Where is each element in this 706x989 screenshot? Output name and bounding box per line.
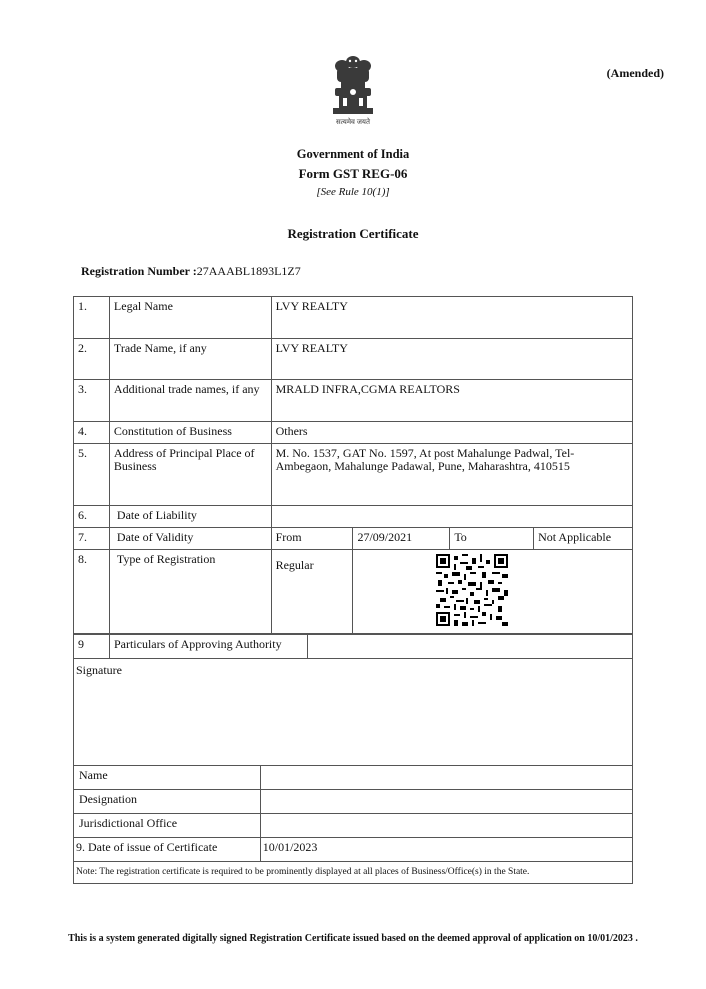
amended-label: (Amended) <box>606 66 664 80</box>
jurisdictional-office-value <box>260 814 632 838</box>
type-of-registration-value <box>271 550 353 634</box>
row-number: 5. <box>74 444 110 506</box>
certificate-title: Registration Certificate <box>287 226 419 241</box>
registration-number-line <box>81 264 301 279</box>
additional-trade-names-value: MRALD INFRA,CGMA REALTORS <box>271 380 632 422</box>
signature-table <box>73 658 633 884</box>
rule-reference: [See Rule 10(1)] <box>316 186 390 198</box>
additional-trade-names-label: Additional trade names, if any <box>109 380 271 422</box>
table-row <box>74 506 633 528</box>
row-number: 7. <box>74 528 110 550</box>
jurisdictional-office-label: Jurisdictional Office <box>74 814 261 838</box>
type-of-registration-label: Type of Registration <box>109 550 271 634</box>
qr-code-icon <box>436 554 508 626</box>
national-emblem-icon <box>325 52 381 118</box>
form-title: Form GST REG-06 <box>298 166 408 181</box>
name-value <box>260 766 632 790</box>
table-row <box>74 838 633 862</box>
trade-name-value: LVY REALTY <box>271 339 632 380</box>
legal-name-label: Legal Name <box>109 297 271 339</box>
validity-from-value: 27/09/2021 <box>353 528 450 550</box>
table-row <box>74 659 633 766</box>
emblem-motto: सत्यमेव जयते <box>336 118 370 126</box>
constitution-value: Others <box>271 422 632 444</box>
table-row <box>74 444 633 506</box>
date-of-liability-value <box>271 506 632 528</box>
display-note: Note: The registration certificate is required to be prominently displayed at all places of Business/Office(s) in the State. <box>74 862 633 884</box>
constitution-label: Constitution of Business <box>109 422 271 444</box>
row-number: 1. <box>74 297 110 339</box>
validity-to-label: To <box>450 528 534 550</box>
approving-authority-label: Particulars of Approving Authority <box>109 635 307 659</box>
table-row <box>74 862 633 884</box>
row-number: 4. <box>74 422 110 444</box>
validity-to-value: Not Applicable <box>534 528 633 550</box>
row-number: 2. <box>74 339 110 380</box>
table-row <box>74 790 633 814</box>
table-row <box>74 766 633 790</box>
legal-name-value: LVY REALTY <box>271 297 632 339</box>
row-number: 6. <box>74 506 110 528</box>
name-label: Name <box>74 766 261 790</box>
government-title: Government of India <box>296 147 410 161</box>
registration-details-table <box>73 296 633 634</box>
table-row <box>74 339 633 380</box>
issue-date-label: 9. Date of issue of Certificate <box>74 838 261 862</box>
table-row <box>74 422 633 444</box>
approving-authority-value <box>307 635 632 659</box>
registration-number-value: 27AAABL1893L1Z7 <box>196 264 301 278</box>
trade-name-label: Trade Name, if any <box>109 339 271 380</box>
row-number: 9 <box>74 635 110 659</box>
issue-date-value: 10/01/2023 <box>260 838 632 862</box>
designation-value <box>260 790 632 814</box>
row-number: 3. <box>74 380 110 422</box>
date-of-liability-label: Date of Liability <box>109 506 271 528</box>
validity-from-label: From <box>271 528 353 550</box>
registration-type: Regular <box>275 558 314 572</box>
table-row <box>74 297 633 339</box>
signature-label: Signature <box>74 659 633 766</box>
system-generated-footer: This is a system generated digitally signed Registration Certificate issued based on the deemed approval of application on 10/01/2023 . <box>68 933 638 944</box>
address-value: M. No. 1537, GAT No. 1597, At post Mahalunge Padwal, Tel-Ambegaon, Mahalunge Padawal, Pune, Maharashtra, 410515 <box>271 444 632 506</box>
designation-label: Designation <box>74 790 261 814</box>
date-of-validity-label: Date of Validity <box>109 528 271 550</box>
table-row <box>74 814 633 838</box>
table-row <box>74 635 633 659</box>
table-row <box>74 528 633 550</box>
approving-authority-table <box>73 634 633 659</box>
table-row <box>74 550 633 634</box>
row-number: 8. <box>74 550 110 634</box>
address-label: Address of Principal Place of Business <box>109 444 271 506</box>
qr-code-cell <box>353 550 633 634</box>
table-row <box>74 380 633 422</box>
registration-number-label: Registration Number : <box>81 264 197 278</box>
